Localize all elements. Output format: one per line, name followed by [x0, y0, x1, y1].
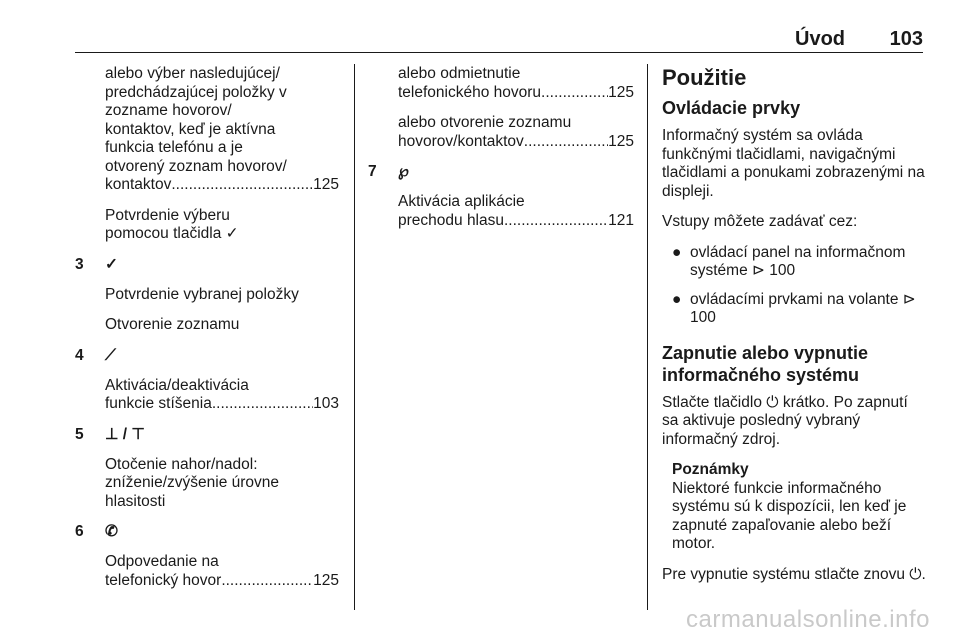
item-6: 6 ✆	[75, 523, 118, 540]
column-divider-2	[647, 64, 648, 610]
confirm-item-text: Potvrdenie vybranej položky	[105, 285, 299, 303]
toc-entry[interactable]: telefonického hovoru ..... 125	[398, 84, 634, 103]
note-title: Poznámky	[672, 461, 749, 478]
volume-icon: ⊥ / ⊤	[105, 425, 145, 443]
mute-icon: ⟋	[105, 346, 116, 364]
phone-icon: ✆	[105, 523, 118, 540]
page-ref: 125	[608, 83, 634, 101]
header-rule	[75, 52, 923, 53]
column-3	[662, 65, 926, 596]
page-ref: 121	[608, 211, 634, 229]
toc-entry[interactable]: prechodu hlasu ..... 121	[398, 212, 634, 231]
column-divider-1	[354, 64, 355, 610]
column-2: alebo odmietnutie telefonického hovoru ..... 125 alebo otvorenie zoznamu hovorov/kontaktov ..... 125 7 ℘ Aktivácia aplikácie prechodu hlasu ..... 121	[368, 65, 634, 230]
page-number: 103	[889, 28, 923, 50]
power-text: Stlačte tlačidlo ⏻ krátko. Po zapnutí sa aktivuje posledný vybraný informačný zdroj.	[662, 393, 908, 448]
section-heading: Použitie	[662, 65, 747, 90]
note-text: Niektoré funkcie informačného systému sú k dispozícii, len keď je zapnuté zapaľovanie alebo beží motor.	[672, 479, 907, 552]
page-header	[75, 28, 923, 50]
page-ref: 125	[313, 571, 339, 589]
intro-text: alebo výber nasledujúcej/ predchádzajúcej položky v zozname hovorov/ kontaktov, keď je aktívna funkcia telefónu a je otvorený zoznam hovorov/	[105, 65, 287, 175]
item-4: 4 ⟋	[75, 346, 116, 364]
voice-icon: ℘	[398, 163, 409, 180]
item-5: 5 ⊥ / ⊤	[75, 425, 145, 443]
toc-entry[interactable]: kontaktov ..... 125	[105, 176, 339, 195]
toc-entry[interactable]: funkcie stíšenia ..... 103	[105, 395, 339, 414]
page-ref: 125	[313, 176, 339, 193]
controls-text: Informačný systém sa ovláda funkčnými tlačidlami, navigačnými tlačidlami a ponukami zobrazenými na displeji.	[662, 127, 925, 200]
bullet-icon: ●	[672, 243, 682, 261]
item-3: 3 ✓	[75, 255, 118, 273]
volume-text: Otočenie nahor/nadol: zníženie/zvýšenie úrovne hlasitosti	[105, 455, 280, 510]
subheading-controls: Ovládacie prvky	[662, 98, 801, 118]
page-ref: 125	[608, 132, 634, 150]
item-7: 7 ℘	[368, 163, 409, 180]
page-ref: 103	[313, 395, 339, 412]
note-box	[662, 461, 926, 554]
column-1: alebo výber nasledujúcej/ predchádzajúcej položky v zozname hovorov/ kontaktov, keď je aktívna funkcia telefónu a je otvorený zoznam hovorov/ kontaktov ..... 125 Potvrdenie výberu pomocou tlačidla ✓ 3 ✓ Potvrdenie vybranej položky Otvorenie zoznamu 4 ⟋ Aktivácia/deaktivácia funkcie stíšenia ..... 103 5 ⊥ / ⊤ Otočenie nahor/nadol: zníženie/zvýšenie úrovne hlasitosti 6 ✆ Odpovedanie na telefonický hovor ..... 125	[75, 65, 339, 590]
subheading-power: Zapnutie alebo vypnutie informačného systému	[662, 342, 869, 385]
watermark: carmanualsonline.info	[686, 606, 930, 633]
section-title: Úvod	[795, 28, 845, 50]
list-item: ● ovládací panel na informačnom systéme ⊳ 100	[672, 243, 906, 279]
open-list-text: Otvorenie zoznamu	[105, 316, 240, 333]
toc-entry[interactable]: telefonický hovor ..... 125	[105, 572, 339, 591]
list-item: ● ovládacími prvkami na volante ⊳ 100	[672, 290, 916, 326]
confirm-text: Potvrdenie výberu pomocou tlačidla ✓	[105, 206, 239, 242]
power-off-text: Pre vypnutie systému stlačte znovu ⏻.	[662, 565, 926, 583]
toc-entry[interactable]: hovorov/kontaktov ..... 125	[398, 133, 634, 152]
bullet-icon: ●	[672, 290, 682, 308]
inputs-text: Vstupy môžete zadávať cez:	[662, 213, 858, 230]
checkmark-icon: ✓	[105, 255, 118, 273]
